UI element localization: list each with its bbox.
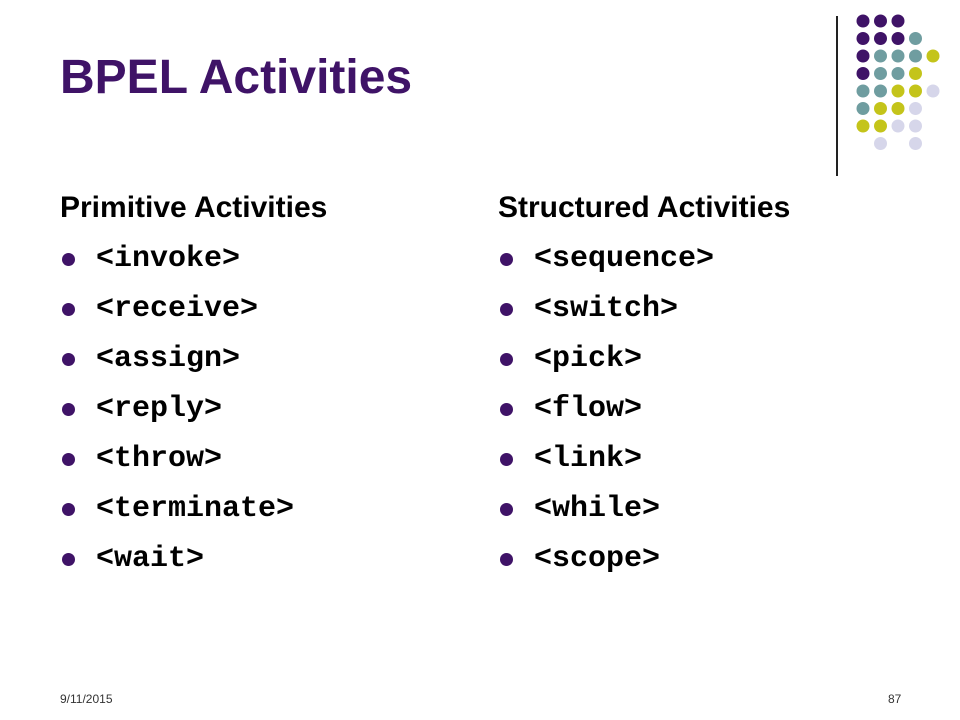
bullet-icon [500,403,513,416]
list-item [498,484,790,534]
decorative-dot [909,32,922,45]
decorative-dot [857,120,870,133]
list-item [498,434,790,484]
decorative-dot [927,85,940,98]
decorative-dot [909,137,922,150]
decorative-dot [874,50,887,63]
list-item [60,534,327,584]
list-item [498,284,790,334]
bullet-icon [62,503,75,516]
list-item-label: <reply> [96,392,223,426]
decorative-dot [874,32,887,45]
decorative-dot [892,102,905,115]
bullet-icon [62,453,75,466]
decorative-dot [909,120,922,133]
decorative-dot [927,50,940,63]
list-item [498,334,790,384]
slide-title: BPEL Activities [60,51,413,104]
decorative-dot [857,85,870,98]
decorative-dot [874,15,887,28]
decorative-dot [909,50,922,63]
decorative-dot [909,85,922,98]
decorative-dot [857,15,870,28]
decorative-dot [857,50,870,63]
list-item-label: <receive> [96,292,259,326]
decorative-dot [857,32,870,45]
list-item-label: <terminate> [96,492,295,526]
bullet-icon [62,353,75,366]
primitive-activities-column [60,190,327,584]
list-item-label: <throw> [96,442,223,476]
bullet-icon [500,353,513,366]
primitive-activities-heading: Primitive Activities [60,191,328,224]
list-item [60,334,327,384]
decorative-dot [874,120,887,133]
decorative-dot [909,67,922,80]
list-item [60,434,327,484]
structured-activities-list [498,234,790,584]
bullet-icon [500,453,513,466]
list-item [60,234,327,284]
decorative-dot [857,102,870,115]
decorative-dot [874,102,887,115]
list-item-label: <sequence> [534,242,715,276]
decorative-dot [892,32,905,45]
decorative-dot [892,67,905,80]
list-item-label: <wait> [96,542,205,576]
list-item-label: <link> [534,442,643,476]
decorative-dot [909,102,922,115]
decorative-dot [874,85,887,98]
list-item-label: <while> [534,492,661,526]
footer-date: 9/11/2015 [60,692,113,706]
decorative-dot [874,67,887,80]
decorative-dot [857,67,870,80]
primitive-activities-list [60,234,327,584]
list-item-label: <flow> [534,392,643,426]
list-item [498,234,790,284]
slide-page-number: 87 [888,692,902,706]
list-item [60,284,327,334]
list-item [60,384,327,434]
list-item [498,384,790,434]
bullet-icon [500,253,513,266]
list-item-label: <switch> [534,292,679,326]
bullet-icon [500,303,513,316]
structured-activities-heading: Structured Activities [498,191,791,224]
decorative-dot [874,137,887,150]
vertical-divider-line [836,16,838,176]
decorative-dot [892,120,905,133]
decorative-dot [892,15,905,28]
bullet-icon [62,253,75,266]
bullet-icon [500,553,513,566]
list-item-label: <assign> [96,342,241,376]
list-item [498,534,790,584]
list-item-label: <invoke> [96,242,241,276]
bullet-icon [62,303,75,316]
decorative-dot [892,50,905,63]
decorative-dot [892,85,905,98]
bullet-icon [500,503,513,516]
list-item-label: <scope> [534,542,661,576]
bullet-icon [62,553,75,566]
list-item-label: <pick> [534,342,643,376]
list-item [60,484,327,534]
bullet-icon [62,403,75,416]
structured-activities-column [498,190,790,584]
